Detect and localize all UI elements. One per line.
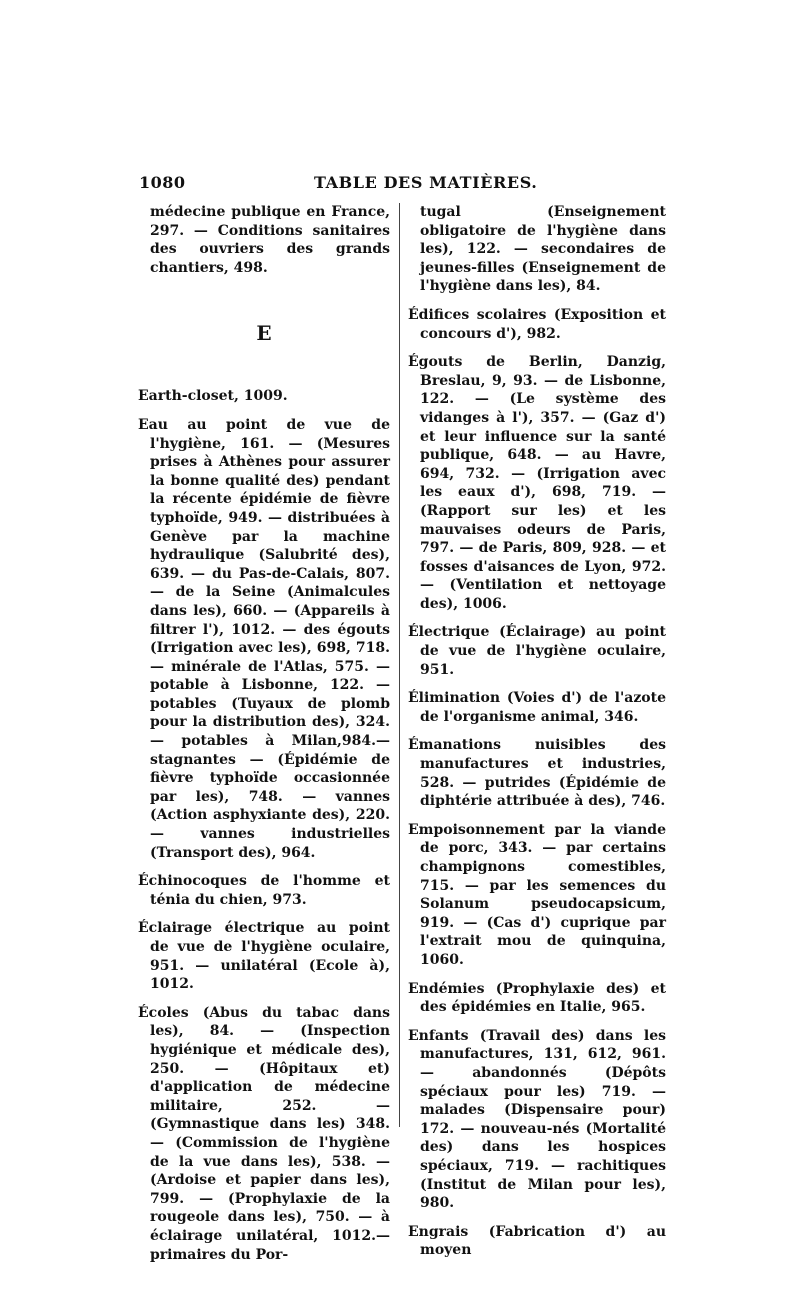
index-entry: Égouts de Berlin, Danzig, Breslau, 9, 93. — de Lisbonne, 122. — (Le système des vidanges à l'), 357. — (Gaz d') et leur influence sur la santé publique, 648. — au Havre, 694, 732. — (Irrigation avec les eaux d'), 698, 719. — (Rapport sur les) et les mauvaises odeurs de Paris, 797. — de Paris, 809, 928. — et fosses d'aisances de Lyon, 972. — (Ventilation et nettoyage des), 1006.: [408, 354, 666, 612]
index-entry: Eau au point de vue de l'hygiène, 161. — (Mesures prises à Athènes pour assurer la bonne qualité des) pendant la récente épidémie de fièvre typhoïde, 949. — distribuées à Genève par la machine hydraulique (Salubrité des), 639. — du Pas-de-Calais, 807. — de la Seine (Animalcules dans les), 660. — (Appareils à filtrer l'), 1012. — des égouts (Irrigation avec les), 698, 718. — minérale de l'Atlas, 575. — potable à Lisbonne, 122. — potables (Tuyaux de plomb pour la distribution des), 324. — potables à Milan,984.— stagnantes — (Épidémie de fièvre typhoïde occasionnée par les), 748. — vannes (Action asphyxiante des), 220. — vannes industrielles (Transport des), 964.: [138, 416, 390, 861]
index-entry: Earth-closet, 1009.: [138, 388, 288, 405]
index-entry: Édifices scolaires (Exposition et concours d'), 982.: [408, 306, 666, 342]
right-column: [408, 203, 666, 1270]
index-entry: Empoisonnement par la viande de porc, 343. — par certains champignons comestibles, 715. — par les semences du Solanum pseudocapsicum, 919. — (Cas d') cuprique par l'extrait mou de quinquina, 1060.: [408, 821, 666, 968]
index-entry: Électrique (Éclairage) au point de vue de l'hygiène oculaire, 951.: [408, 624, 666, 678]
index-entry: Élimination (Voies d') de l'azote de l'organisme animal, 346.: [408, 690, 666, 725]
index-entry-continued: médecine publique en France, 297. — Conditions sanitaires des ouvriers des grands chantiers, 498.: [150, 204, 390, 276]
index-entry-continued: tugal (Enseignement obligatoire de l'hygiène dans les), 122. — secondaires de jeunes-filles (Enseignement de l'hygiène dans les), 84.: [420, 204, 666, 295]
page-header: [139, 173, 667, 195]
column-divider: [399, 203, 400, 1127]
running-title: TABLE DES MATIÈRES.: [314, 173, 538, 192]
page-number: 1080: [139, 173, 186, 192]
index-entry: Émanations nuisibles des manufactures et industries, 528. — putrides (Épidémie de diphtérie attribuée à des), 746.: [408, 737, 666, 810]
index-entry: Éclairage électrique au point de vue de l'hygiène oculaire, 951. — unilatéral (Ecole à), 1012.: [138, 920, 390, 993]
index-entry: Écoles (Abus du tabac dans les), 84. — (Inspection hygiénique et médicale des), 250. — (Hôpitaux et) d'application de médecine militaire, 252. — (Gymnastique dans les) 348. — (Commission de l'hygiène de la vue dans les), 538. — (Ardoise et papier dans les), 799. — (Prophylaxie de la rougeole dans les), 750. — à éclairage unilatéral, 1012.— primaires du Por-: [138, 1004, 390, 1263]
index-entry: Endémies (Prophylaxie des) et des épidémies en Italie, 965.: [408, 980, 666, 1016]
index-entry: Échinocoques de l'homme et ténia du chien, 973.: [138, 873, 390, 908]
index-entry: Engrais (Fabrication d') au moyen: [408, 1223, 666, 1259]
left-column: [138, 203, 390, 1274]
index-entry: Enfants (Travail des) dans les manufactures, 131, 612, 961. — abandonnés (Dépôts spéciaux pour les) 719. — malades (Dispensaire pour) 172. — nouveau-nés (Mortalité des) dans les hospices spéciaux, 719. — rachitiques (Institut de Milan pour les), 980.: [408, 1027, 666, 1212]
section-letter: E: [256, 321, 272, 346]
